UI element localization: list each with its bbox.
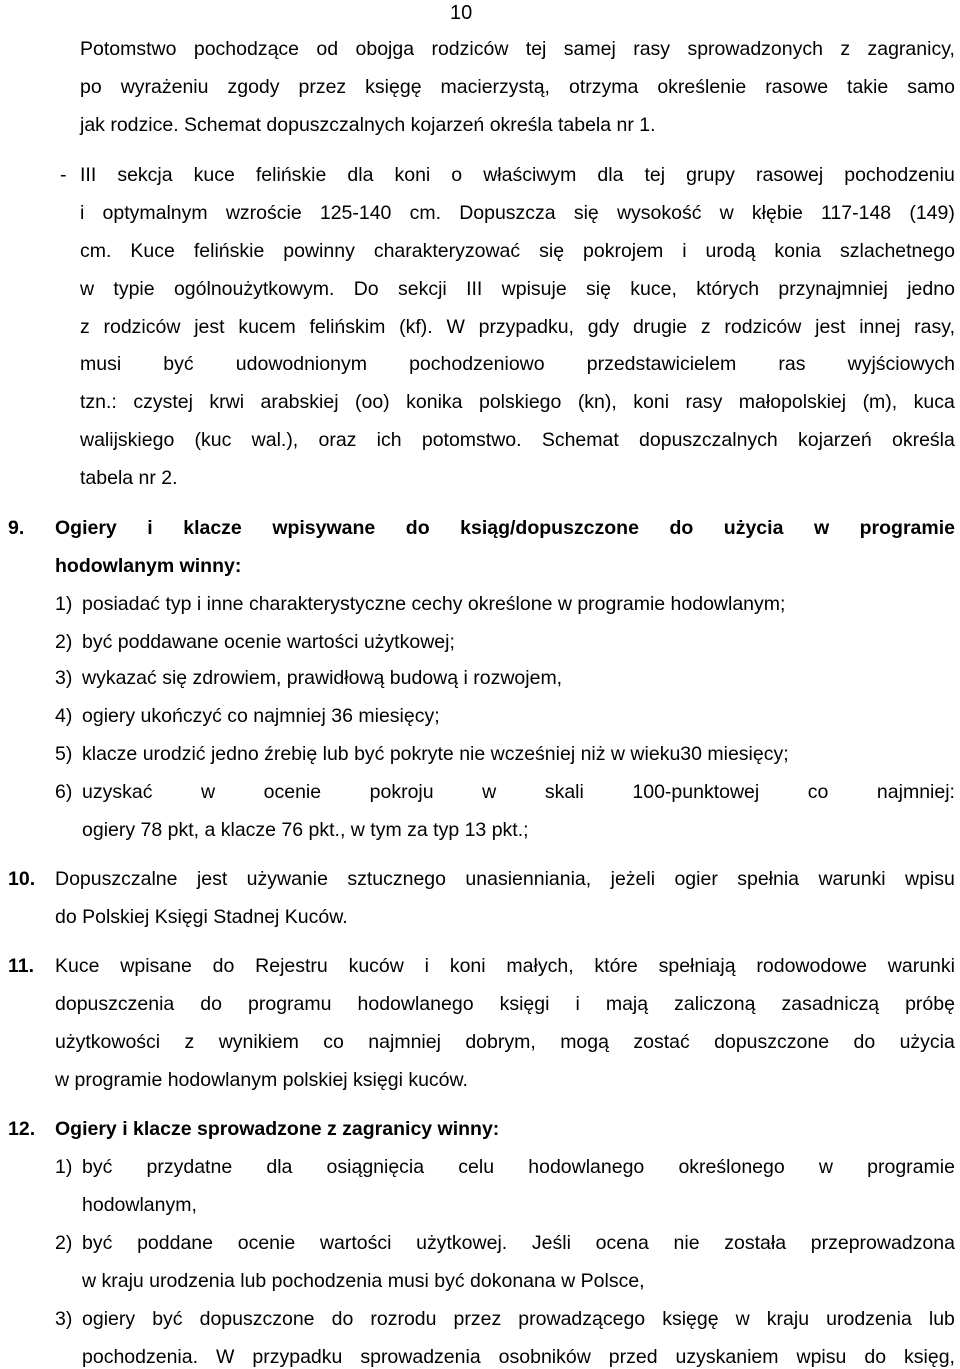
paragraph-number: 11. bbox=[8, 955, 35, 977]
section3-line: III sekcja kuce felińskie dla koni o właściwym dla tej grupy rasowej pochodzeniu bbox=[80, 164, 955, 186]
intro-line: jak rodzice. Schemat dopuszczalnych kojarzeń określa tabela nr 1. bbox=[80, 114, 656, 136]
paragraph-number: 10. bbox=[8, 868, 36, 890]
paragraph-number: 9. bbox=[8, 517, 25, 539]
page-number: 10 bbox=[450, 2, 473, 24]
list-item: być poddawane ocenie wartości użytkowej; bbox=[82, 631, 455, 653]
list-item: ogiery być dopuszczone do rozrodu przez prowadzącego księgę w kraju urodzenia lub bbox=[82, 1308, 955, 1330]
list-item: być przydatne dla osiągnięcia celu hodowlanego określonego w programie bbox=[82, 1156, 955, 1178]
paragraph-line: Kuce wpisane do Rejestru kuców i koni małych, które spełniają rodowodowe warunki bbox=[55, 955, 955, 977]
section3-line: tabela nr 2. bbox=[80, 467, 178, 489]
list-item: uzyskać w ocenie pokroju w skali 100-punktowej co najmniej: bbox=[82, 781, 955, 803]
list-number: 2) bbox=[55, 631, 73, 653]
section3-line: musi być udowodnionym pochodzeniowo przedstawicielem ras wyjściowych bbox=[80, 353, 955, 375]
section3-line: tzn.: czystej krwi arabskiej (oo) konika polskiego (kn), koni rasy małopolskiej (m), kuca bbox=[80, 391, 955, 413]
list-dash: - bbox=[60, 164, 67, 186]
list-number: 3) bbox=[55, 667, 73, 689]
section3-line: z rodziców jest kucem felińskim (kf). W przypadku, gdy drugie z rodziców jest innej rasy, bbox=[80, 316, 955, 338]
list-number: 1) bbox=[55, 593, 73, 615]
section3-line: i optymalnym wzroście 125-140 cm. Dopuszcza się wysokość w kłębie 117-148 (149) bbox=[80, 202, 955, 224]
list-number: 6) bbox=[55, 781, 73, 803]
list-item: pochodzenia. W przypadku sprowadzenia osobników przed uzyskaniem wpisu do księg, bbox=[82, 1346, 955, 1368]
paragraph-heading: hodowlanym winny: bbox=[55, 555, 242, 577]
paragraph-line: w programie hodowlanym polskiej księgi kuców. bbox=[55, 1069, 468, 1091]
list-number: 3) bbox=[55, 1308, 73, 1330]
list-item: być poddane ocenie wartości użytkowej. Jeśli ocena nie została przeprowadzona bbox=[82, 1232, 955, 1254]
paragraph-line: użytkowości z wynikiem co najmniej dobrym, mogą zostać dopuszczone do użycia bbox=[55, 1031, 955, 1053]
paragraph-line: do Polskiej Księgi Stadnej Kuców. bbox=[55, 906, 348, 928]
paragraph-heading: Ogiery i klacze sprowadzone z zagranicy winny: bbox=[55, 1118, 500, 1140]
list-number: 2) bbox=[55, 1232, 73, 1254]
list-number: 5) bbox=[55, 743, 73, 765]
paragraph-line: dopuszczenia do programu hodowlanego księgi i mają zaliczoną zasadniczą próbę bbox=[55, 993, 955, 1015]
section3-line: w typie ogólnoużytkowym. Do sekcji III wpisuje się kuce, których przynajmniej jedno bbox=[80, 278, 955, 300]
section3-line: walijskiego (kuc wal.), oraz ich potomstwo. Schemat dopuszczalnych kojarzeń określa bbox=[80, 429, 955, 451]
list-number: 4) bbox=[55, 705, 73, 727]
intro-line: Potomstwo pochodzące od obojga rodziców tej samej rasy sprowadzonych z zagranicy, bbox=[80, 38, 955, 60]
list-item: ogiery ukończyć co najmniej 36 miesięcy; bbox=[82, 705, 440, 727]
paragraph-line: Dopuszczalne jest używanie sztucznego unasienniania, jeżeli ogier spełnia warunki wpisu bbox=[55, 868, 955, 890]
list-item: posiadać typ i inne charakterystyczne cechy określone w programie hodowlanym; bbox=[82, 593, 786, 615]
paragraph-heading: Ogiery i klacze wpisywane do ksiąg/dopuszczone do użycia w programie bbox=[55, 517, 955, 539]
list-item: klacze urodzić jedno źrebię lub być pokryte nie wcześniej niż w wieku30 miesięcy; bbox=[82, 743, 789, 765]
paragraph-number: 12. bbox=[8, 1118, 36, 1140]
list-item: ogiery 78 pkt, a klacze 76 pkt., w tym za typ 13 pkt.; bbox=[82, 819, 529, 841]
list-number: 1) bbox=[55, 1156, 73, 1178]
list-item: hodowlanym, bbox=[82, 1194, 197, 1216]
intro-line: po wyrażeniu zgody przez księgę macierzystą, otrzyma określenie rasowe takie samo bbox=[80, 76, 955, 98]
section3-line: cm. Kuce felińskie powinny charakteryzować się pokrojem i urodą konia szlachetnego bbox=[80, 240, 955, 262]
list-item: w kraju urodzenia lub pochodzenia musi być dokonana w Polsce, bbox=[82, 1270, 645, 1292]
list-item: wykazać się zdrowiem, prawidłową budową i rozwojem, bbox=[82, 667, 563, 689]
